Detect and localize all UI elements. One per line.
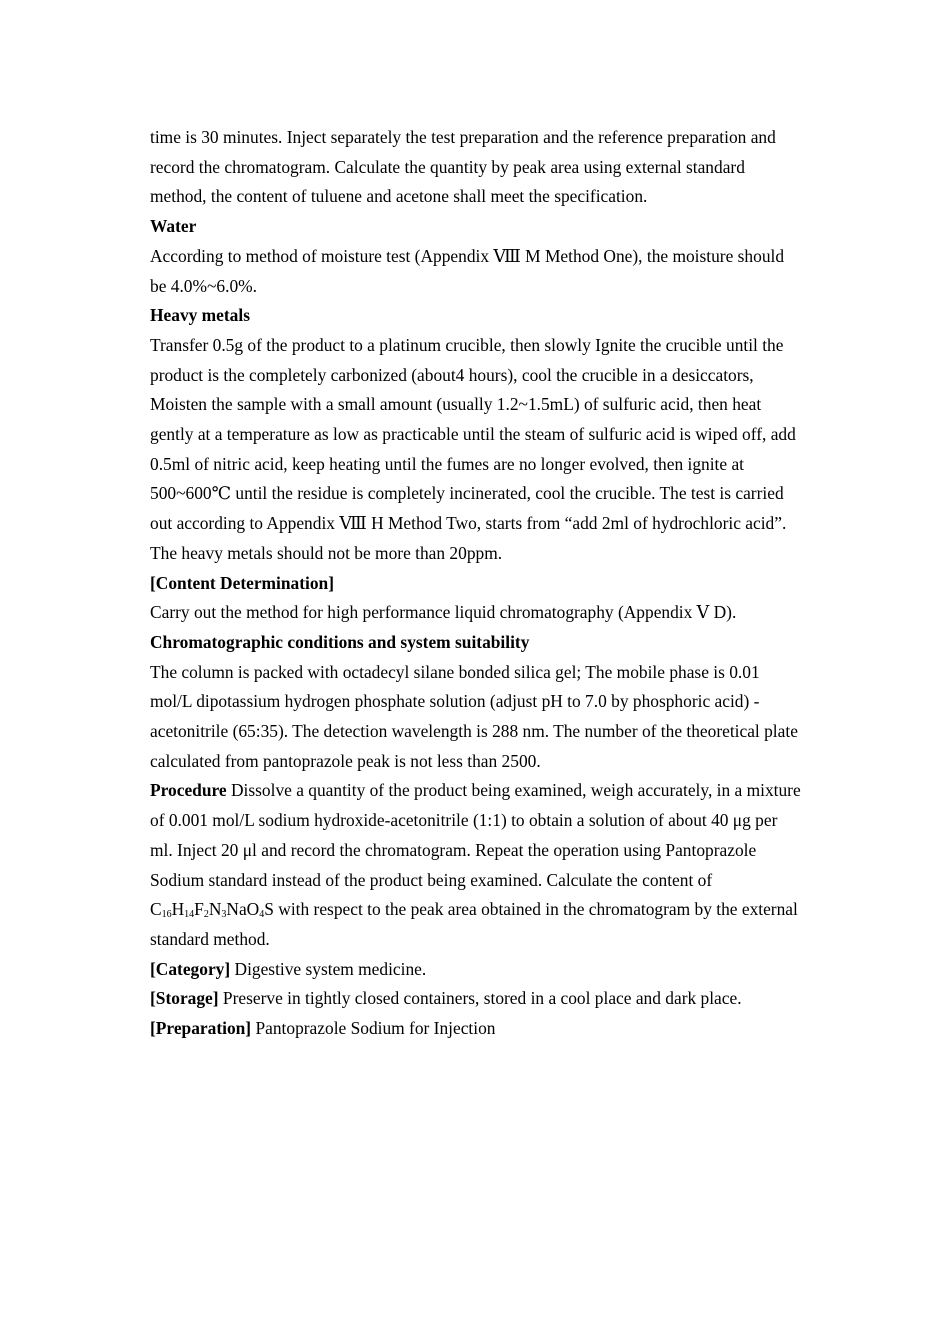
document-page bbox=[150, 123, 802, 1044]
procedure-text-after: with respect to the peak area obtained in the chromatogram by the external standard method. bbox=[150, 899, 798, 949]
content-determination-heading: [Content Determination] bbox=[150, 572, 335, 593]
chemical-formula bbox=[150, 899, 274, 919]
formula-h: H bbox=[171, 899, 185, 920]
formula-h-count: 14 bbox=[184, 909, 195, 921]
heavy-metals-text: Transfer 0.5g of the product to a platinum crucible, then slowly Ignite the crucible until the product is the completely carbonized (about4 hours), cool the crucible in a desiccators, Moisten the sample with a small amount (usually 1.2~1.5mL) of sulfuric acid, then heat gently at a temperature as low as practicable until the steam of sulfuric acid is wiped off, add 0.5ml of nitric acid, keep heating until the fumes are no longer evolved, then ignite at 500~600℃ until the residue is completely incinerated, cool the crucible. The test is carried out according to Appendix Ⅷ H Method Two, starts from “add 2ml of hydrochloric acid”. The heavy metals should not be more than 20ppm. bbox=[150, 334, 796, 563]
formula-o-count: 4 bbox=[259, 909, 265, 921]
formula-s: S bbox=[264, 899, 274, 920]
water-text: According to method of moisture test (Appendix Ⅷ M Method One), the moisture should be 4.0%~6.0%. bbox=[150, 245, 785, 296]
chromatographic-heading: Chromatographic conditions and system suitability bbox=[150, 631, 530, 652]
procedure-label: Procedure bbox=[150, 780, 227, 801]
storage-text: Preserve in tightly closed containers, stored in a cool place and dark place. bbox=[218, 988, 742, 1009]
procedure-paragraph bbox=[150, 776, 802, 954]
preparation-label: [Preparation] bbox=[150, 1018, 252, 1039]
intro-paragraph: time is 30 minutes. Inject separately the test preparation and the reference preparation and record the chromatogram. Calculate the quantity by peak area using external standard method, the content of tuluene and acetone shall meet the specification. bbox=[150, 127, 776, 207]
category-text: Digestive system medicine. bbox=[230, 958, 427, 979]
formula-n: N bbox=[208, 899, 222, 920]
storage-label: [Storage] bbox=[150, 988, 219, 1009]
procedure-text-before: Dissolve a quantity of the product being examined, weigh accurately, in a mixture of 0.001 mol/L sodium hydroxide-acetonitrile (1:1) to obtain a solution of about 40 μg per ml. Inject 20 μl and record the chromatogram. Repeat the operation using Pantoprazole Sodium standard instead of the product being examined. Calculate the content of bbox=[150, 780, 801, 890]
formula-f-count: 2 bbox=[203, 909, 209, 921]
formula-c-count: 16 bbox=[161, 909, 172, 921]
chromatographic-text: The column is packed with octadecyl silane bonded silica gel; The mobile phase is 0.01 mol/L dipotassium hydrogen phosphate solution (adjust pH to 7.0 by phosphoric acid) -acetonitrile (65:35). The detection wavelength is 288 nm. The number of the theoretical plate calculated from pantoprazole peak is not less than 2500. bbox=[150, 661, 798, 771]
formula-c: C bbox=[150, 899, 162, 920]
formula-n-count: 3 bbox=[221, 909, 227, 921]
content-determination-text: Carry out the method for high performance liquid chromatography (Appendix Ⅴ D). bbox=[150, 602, 737, 623]
preparation-text: Pantoprazole Sodium for Injection bbox=[251, 1018, 496, 1039]
formula-nao: NaO bbox=[226, 899, 260, 920]
category-paragraph bbox=[150, 955, 802, 985]
water-heading: Water bbox=[150, 216, 197, 237]
preparation-paragraph bbox=[150, 1014, 802, 1044]
heavy-metals-heading: Heavy metals bbox=[150, 305, 250, 326]
category-label: [Category] bbox=[150, 958, 231, 979]
formula-f: F bbox=[194, 899, 204, 920]
storage-paragraph bbox=[150, 984, 802, 1014]
